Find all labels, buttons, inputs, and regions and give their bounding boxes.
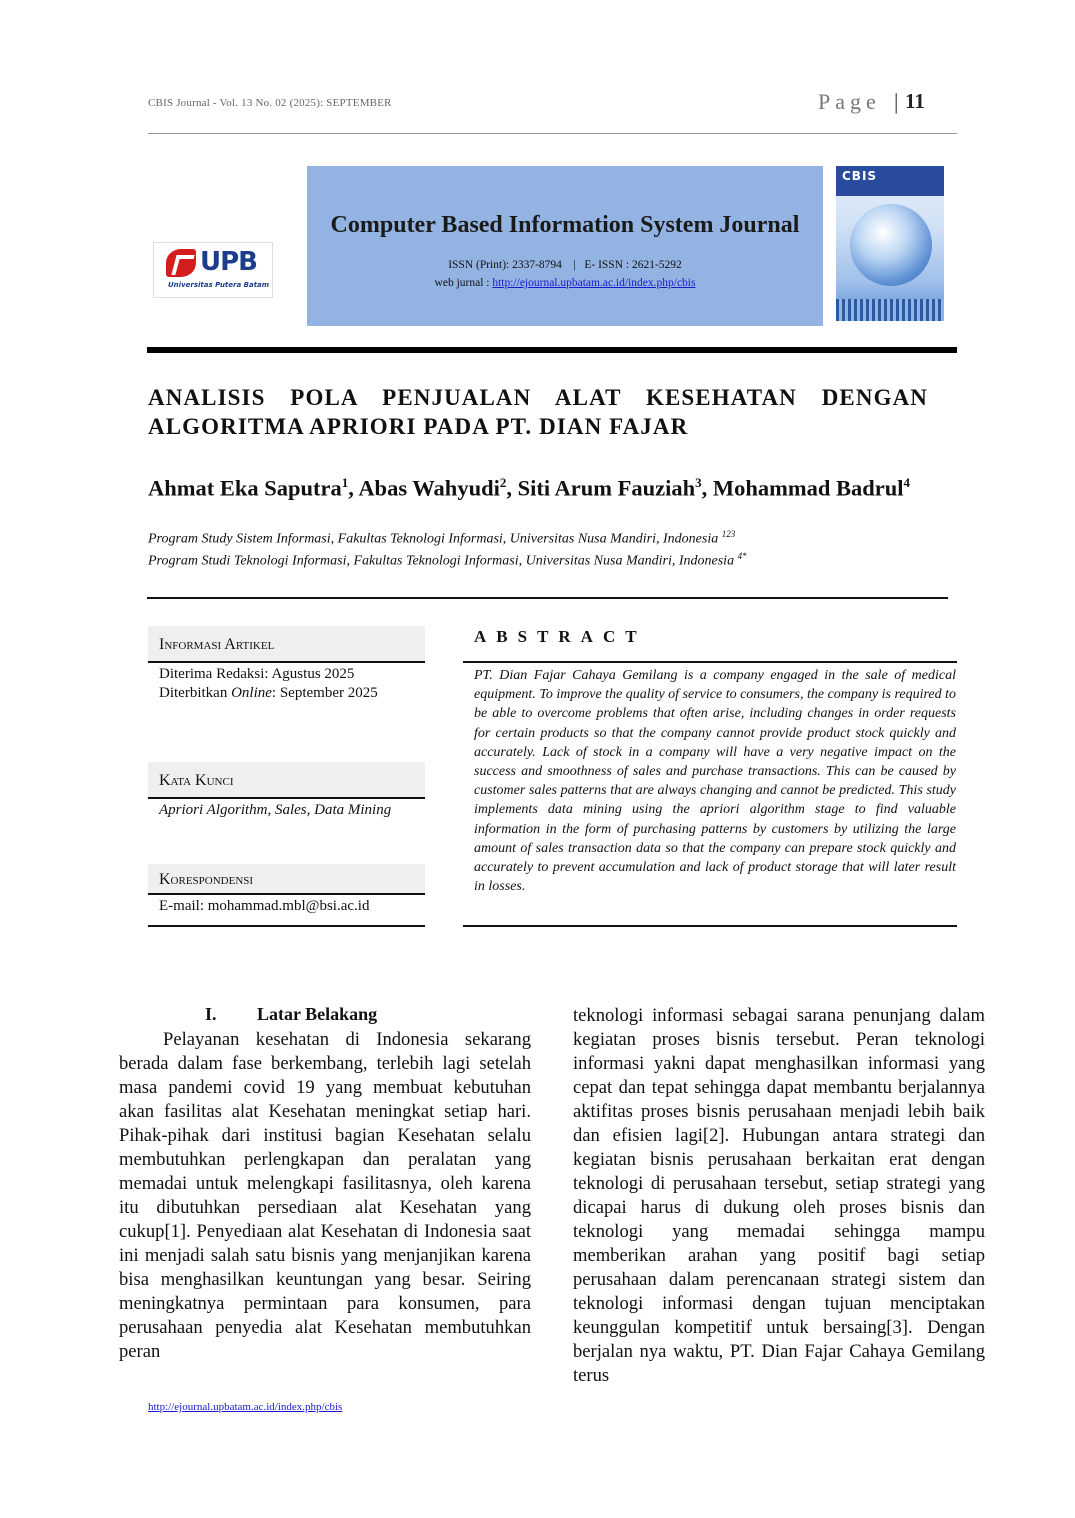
published-suffix: : September 2025 xyxy=(271,685,378,701)
banner-rule xyxy=(147,347,957,353)
cover-title: CBIS xyxy=(842,169,878,183)
abstract-rule xyxy=(463,925,957,927)
author-name: Mohammad Badrul xyxy=(712,475,904,501)
journal-cover-image xyxy=(836,166,944,321)
web-label: web jurnal : xyxy=(434,277,493,289)
author-list: Ahmat Eka Saputra$^1$, Abas Wahyudi$^2$, Siti Arum Fauziah$^3$, Mohammad Badrul$^4$ xyxy=(148,475,911,501)
published-date xyxy=(159,685,378,702)
university-logo-text: UPB xyxy=(200,247,257,277)
footer-link[interactable]: http://ejournal.upbatam.ac.id/index.php/cbis xyxy=(148,1401,343,1413)
correspondence-heading xyxy=(148,864,425,894)
body-column-left: Pelayanan kesehatan di Indonesia sekarang berada dalam fase berkembang, terlebih lagi setelah masa pandemi covid 19 yang membuat kebutuhan akan fasilitas alat Kesehatan meningkat setiap hari. Pihak-pihak dari institusi bagian Kesehatan selalu membutuhkan perlengkapan dan peralatan yang memadai untuk melengkapi fasilitasnya, oleh karena itu dibutuhkan persediaan alat Kesehatan yang cukup[1]. Penyediaan alat Kesehatan di Indonesia saat ini menjadi salah satu bisnis yang menjanjikan karena bisa menghasilkan keuntungan yang besar. Seiring meningkatnya permintaan para konsumen, para perusahaan penyedia alat Kesehatan membutuhkan peran xyxy=(119,1029,531,1362)
affiliation-2 xyxy=(148,551,747,570)
info-rule xyxy=(148,925,425,927)
running-header: CBIS Journal - Vol. 13 No. 02 (2025): SEPTEMBER xyxy=(148,97,392,109)
journal-web-link[interactable]: http://ejournal.upbatam.ac.id/index.php/cbis xyxy=(492,277,696,289)
globe-icon xyxy=(850,204,932,286)
keywords-heading-text: Kata Kunci xyxy=(159,772,234,789)
info-rule xyxy=(148,797,425,799)
article-info-heading-text: Informasi Artikel xyxy=(159,636,275,653)
page-label: Page xyxy=(818,89,881,114)
abstract-heading: ABSTRACT xyxy=(474,627,647,646)
abstract-rule xyxy=(463,661,957,663)
author-mark: 1 xyxy=(341,475,349,490)
university-logo-subtext: Universitas Putera Batam xyxy=(168,281,270,289)
upb-logo-icon xyxy=(166,249,196,277)
university-logo xyxy=(153,242,273,298)
paper-title xyxy=(148,383,928,441)
section-title: Latar Belakang xyxy=(257,1004,378,1024)
body-column-right: teknologi informasi sebagai sarana penunjang dalam kegiatan proses bisnis tersebut. Peran teknologi informasi yakni dapat menghasilkan informasi yang cepat dan tepat sehingga dapat membantu berjalannya aktifitas proses bisnis perusahaan menjadi lebih baik dan efisien lagi[2]. Hubungan antara strategi dan kegiatan bisnis perusahaan berkaitan erat dengan teknologi di perusahaan tersebut, setiap strategi yang dicapai harus di dukung oleh proses bisnis dan teknologi yang memadai sehingga mampu memberikan arahan yang positif bagi setiap perusahaan dalam perencanaan strategi sistem dan teknologi informasi dengan tujuan menciptakan keunggulan kompetitif untuk bersaing[3]. Dengan berjalan nya waktu, PT. Dian Fajar Cahaya Gemilang terus xyxy=(573,1005,985,1386)
correspondence-heading-text: Korespondensi xyxy=(159,871,254,888)
section-heading xyxy=(205,1004,377,1025)
header-rule xyxy=(148,133,957,134)
info-rule xyxy=(148,661,425,663)
correspondence-email: E-mail: mohammad.mbl@bsi.ac.id xyxy=(159,898,370,914)
cover-bottom-band xyxy=(836,299,944,321)
web-line xyxy=(307,277,823,289)
affiliation-mark: 4* xyxy=(737,551,747,561)
abstract-text: PT. Dian Fajar Cahaya Gemilang is a company engaged in the sale of medical equipment. To improve the quality of service to consumers, the company is required to be able to overcome problems that often arise, including changes in order requests for certain products so that the company cannot provide product stock quickly and accurately. Lack of stock in a company will have a very negative impact on the success and smoothness of sales and purchase transactions. This can be caused by customer sales patterns that are always changing and cannot be predicted. This study implements data mining using the apriori algorithm stage to find valuable information in the form of purchasing patterns by customers by utilizing the large amount of sales transaction data so that the company can prepare stock quickly and accurately to prevent accumulation and lack of product storage that will later result in losses. xyxy=(474,668,957,895)
keywords-heading xyxy=(148,762,425,798)
received-date: Diterima Redaksi: Agustus 2025 xyxy=(159,666,355,682)
affiliation-text: Program Study Sistem Informasi, Fakultas Teknologi Informasi, Universitas Nusa Mandiri, Indonesia xyxy=(148,531,722,547)
info-rule xyxy=(148,893,425,895)
page-number: 11 xyxy=(905,89,925,113)
keywords: Apriori Algorithm, Sales, Data Mining xyxy=(159,802,392,818)
author-name: Ahmat Eka Saputra xyxy=(148,475,342,501)
published-online: Online xyxy=(231,685,272,701)
page-separator: | xyxy=(894,89,899,114)
author-name: Siti Arum Fauziah xyxy=(517,475,696,501)
paper-title-line-2: ALGORITMA APRIORI PADA PT. DIAN FAJAR xyxy=(148,414,689,439)
affiliation-mark: 123 xyxy=(721,529,736,539)
journal-name: Computer Based Information System Journal xyxy=(330,212,800,238)
author-mark: 4 xyxy=(903,475,911,490)
section-number: I. xyxy=(205,1004,217,1024)
published-prefix: Diterbitkan xyxy=(159,685,232,701)
section-divider xyxy=(147,597,948,599)
affiliation-1 xyxy=(148,529,735,548)
paper-title-line-1: ANALISIS POLA PENJUALAN ALAT KESEHATAN DENGAN xyxy=(148,385,928,410)
author-mark: 3 xyxy=(695,475,702,490)
affiliation-text: Program Studi Teknologi Informasi, Fakultas Teknologi Informasi, Universitas Nusa Mandiri, Indonesia xyxy=(148,553,738,569)
author-name: Abas Wahyudi xyxy=(358,475,500,501)
author-mark: 2 xyxy=(499,475,507,490)
article-info-heading xyxy=(148,626,425,662)
issn-line: ISSN (Print): 2337-8794 | E- ISSN : 2621-5292 xyxy=(448,259,682,271)
journal-banner xyxy=(307,166,823,326)
